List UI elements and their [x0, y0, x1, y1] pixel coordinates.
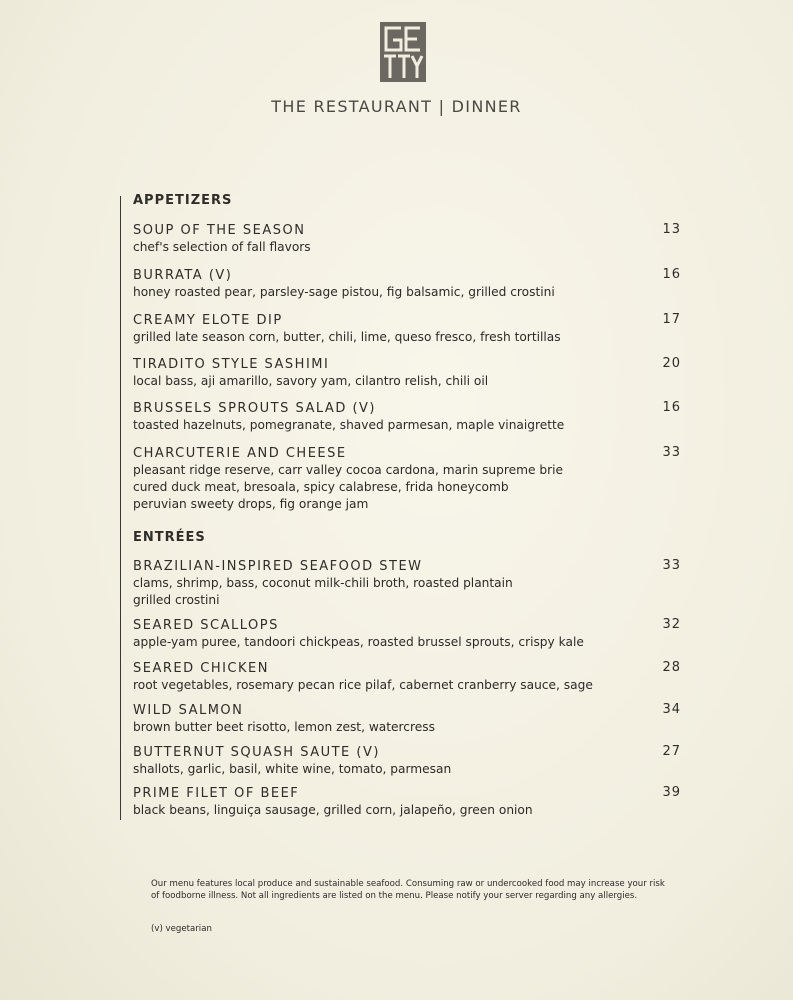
menu-item-name: BRUSSELS SPROUTS SALAD (V)	[133, 401, 377, 416]
menu-item-name: BRAZILIAN-INSPIRED SEAFOOD STEW	[133, 559, 423, 574]
menu-item	[133, 445, 681, 513]
menu-item-name: BUTTERNUT SQUASH SAUTE (V)	[133, 745, 380, 760]
menu-item	[133, 617, 681, 651]
allergy-disclaimer: Our menu features local produce and sustainable seafood. Consuming raw or undercooked food may increase your risk of foodborne illness. Not all ingredients are listed on the menu. Please notify your server regarding any allergies.	[151, 879, 665, 901]
menu-item-description: black beans, linguiça sausage, grilled corn, jalapeño, green onion	[133, 803, 533, 817]
menu-item-description: shallots, garlic, basil, white wine, tomato, parmesan	[133, 762, 452, 776]
menu-item-name: BURRATA (V)	[133, 268, 233, 283]
menu-item-description: chef's selection of fall flavors	[133, 240, 311, 254]
menu-item-price: 16	[662, 267, 681, 282]
menu-item-price: 17	[662, 312, 681, 327]
menu-item-price: 16	[662, 400, 681, 415]
menu-item	[133, 400, 681, 434]
menu-item-name: SEARED SCALLOPS	[133, 618, 279, 633]
menu-item-description: toasted hazelnuts, pomegranate, shaved parmesan, maple vinaigrette	[133, 418, 565, 432]
menu-item-price: 13	[662, 222, 681, 237]
section-heading-entrees: ENTRÉES	[133, 530, 206, 545]
menu-item-name: PRIME FILET OF BEEF	[133, 786, 300, 801]
menu-item	[133, 785, 681, 819]
menu-item-description: clams, shrimp, bass, coconut milk-chili broth, roasted plantain	[133, 576, 513, 590]
menu-item	[133, 356, 681, 390]
menu-item-name: CHARCUTERIE AND CHEESE	[133, 446, 347, 461]
menu-item-description: local bass, aji amarillo, savory yam, cilantro relish, chili oil	[133, 374, 489, 388]
menu-item	[133, 702, 681, 736]
menu-item	[133, 267, 681, 301]
menu-item-price: 32	[662, 617, 681, 632]
vegetarian-legend: (v) vegetarian	[151, 924, 212, 934]
menu-item-name: TIRADITO STYLE SASHIMI	[133, 357, 330, 372]
menu-item-description: cured duck meat, bresoala, spicy calabrese, frida honeycomb	[133, 480, 509, 494]
menu-item-price: 20	[662, 356, 681, 371]
menu-item-description: grilled crostini	[133, 593, 220, 607]
menu-item-price: 33	[662, 445, 681, 460]
menu-item-price: 28	[662, 660, 681, 675]
menu-item-name: SEARED CHICKEN	[133, 661, 269, 676]
section-heading-appetizers: APPETIZERS	[133, 193, 233, 208]
menu-item-price: 27	[662, 744, 681, 759]
menu-item-description: root vegetables, rosemary pecan rice pilaf, cabernet cranberry sauce, sage	[133, 678, 593, 692]
menu-item-description: grilled late season corn, butter, chili, lime, queso fresco, fresh tortillas	[133, 330, 561, 344]
menu-item-description: pleasant ridge reserve, carr valley cocoa cardona, marin supreme brie	[133, 463, 563, 477]
menu-item-price: 33	[662, 558, 681, 573]
menu-item-description: honey roasted pear, parsley-sage pistou, fig balsamic, grilled crostini	[133, 285, 555, 299]
menu-item	[133, 312, 681, 346]
menu-item-name: WILD SALMON	[133, 703, 244, 718]
section-divider-line	[120, 196, 121, 820]
menu-item	[133, 558, 681, 609]
getty-logo-icon	[380, 22, 426, 82]
menu-item	[133, 222, 681, 256]
menu-item-description: apple-yam puree, tandoori chickpeas, roasted brussel sprouts, crispy kale	[133, 635, 584, 649]
menu-item-price: 34	[662, 702, 681, 717]
menu-item-name: CREAMY ELOTE DIP	[133, 313, 283, 328]
menu-item-name: SOUP OF THE SEASON	[133, 223, 306, 238]
page-title: THE RESTAURANT | DINNER	[271, 97, 522, 116]
getty-logo	[380, 22, 426, 82]
menu-item-price: 39	[662, 785, 681, 800]
menu-item-description: peruvian sweety drops, fig orange jam	[133, 497, 369, 511]
menu-item	[133, 660, 681, 694]
menu-item	[133, 744, 681, 778]
menu-item-description: brown butter beet risotto, lemon zest, watercress	[133, 720, 435, 734]
